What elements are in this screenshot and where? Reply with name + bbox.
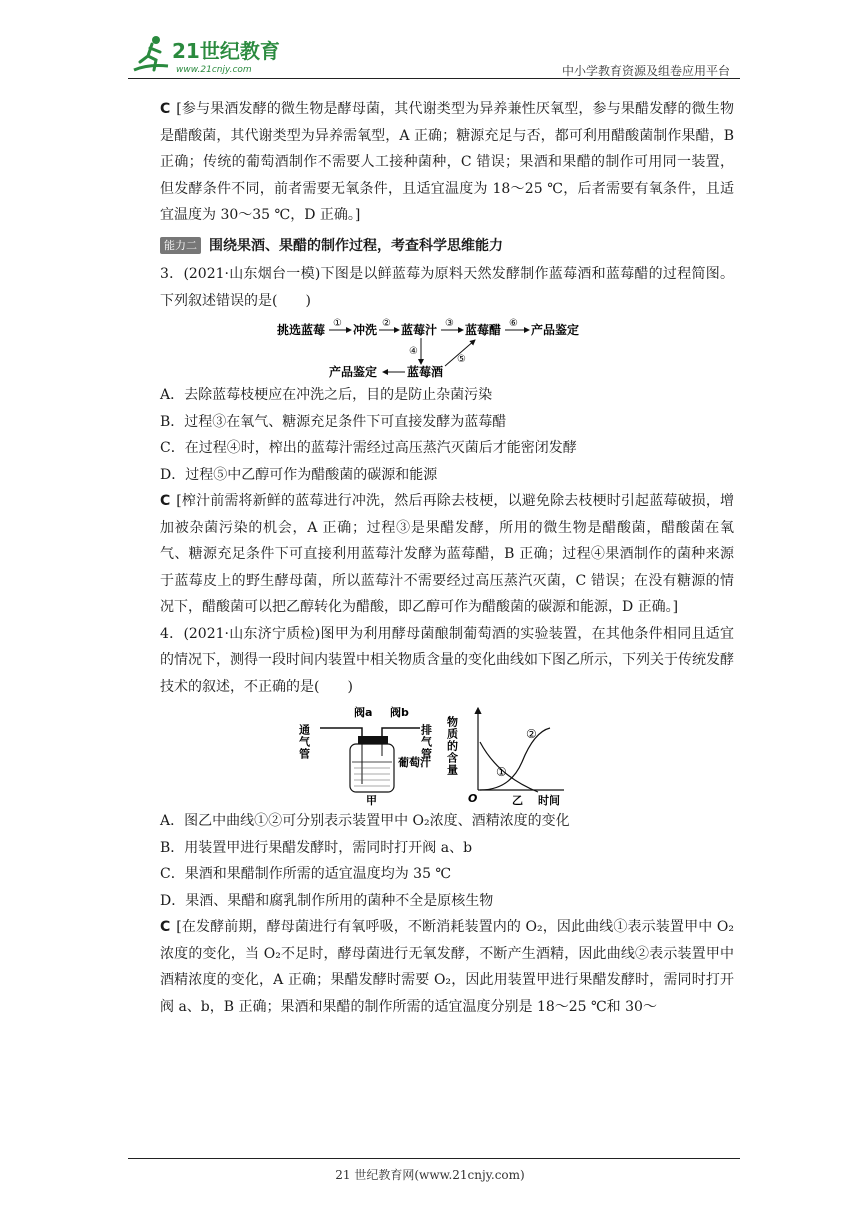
footer-divider xyxy=(128,1158,740,1159)
q4-answer xyxy=(160,914,734,1020)
logo-url-text: www.21cnjy.com xyxy=(176,65,252,75)
q3-answer-letter: C xyxy=(160,493,171,509)
section-heading xyxy=(160,233,734,260)
q4-xlabel: 时间 xyxy=(538,794,560,807)
q4-label-jia: 甲 xyxy=(366,794,377,807)
q4-answer-letter: C xyxy=(160,919,171,935)
q4-outlet-label: 排气管 xyxy=(419,724,433,760)
q4-origin: O xyxy=(468,792,478,805)
question-4-stem: 4．(2021·山东济宁质检)图甲为利用酵母菌酿制葡萄酒的实验装置，在其他条件相同且适宜的情况下，测得一段时间内装置中相关物质含量的变化曲线如下图乙所示，下列关于传统发酵技术的叙述，不正确的是( ) xyxy=(160,625,734,695)
previous-answer-text: [参与果酒发酵的微生物是酵母菌，其代谢类型为异养兼性厌氧型，参与果醋发酵的微生物是醋酸菌，其代谢类型为异养需氧型，A 正确；糖源充足与否，都可利用醋酸菌制作果醋，B 正确；传统的葡萄酒制作不需要人工接种菌种，C 错误；果酒和果醋的制作可用同一装置，但发酵条件不同，前者需要无氧条件，且适宜温度为 18～25 ℃，后者需要有氧条件，且适宜温度为 30～35 ℃，D 正确。] xyxy=(160,101,734,223)
q4-curve-1 xyxy=(480,742,538,792)
q4-option-b: B．用装置甲进行果醋发酵时，需同时打开阀 a、b xyxy=(160,839,473,856)
logo-text: 21世纪教育 xyxy=(172,39,280,63)
q4-option-d: D．果酒、果醋和腐乳制作所用的菌种不全是原核生物 xyxy=(160,892,494,909)
q4-inlet-label: 通气管 xyxy=(297,724,311,760)
q3-step-2: ② xyxy=(382,318,391,329)
question-3-stem: 3．(2021·山东烟台一模)下图是以鲜蓝莓为原料天然发酵制作蓝莓酒和蓝莓醋的过程简图。下列叙述错误的是( ) xyxy=(160,266,734,309)
q4-option-c: C．果酒和果醋制作所需的适宜温度均为 35 ℃ xyxy=(160,866,452,882)
page-footer: 21 世纪教育网(www.21cnjy.com) xyxy=(335,1168,525,1182)
q3-node-vinegar: 蓝莓醋 xyxy=(465,323,502,337)
q4-curve-2-label: ② xyxy=(526,727,537,741)
q3-step-5: ⑤ xyxy=(457,354,466,365)
previous-answer xyxy=(160,96,734,229)
section-title: 围绕果酒、果醋的制作过程，考查科学思维能力 xyxy=(209,237,503,254)
q3-option-d: D．过程⑤中乙醇可作为醋酸菌的碳源和能源 xyxy=(160,466,438,483)
q3-option-b: B．过程③在氧气、糖源充足条件下可直接发酵为蓝莓醋 xyxy=(160,413,507,430)
q3-step-3: ③ xyxy=(445,318,454,329)
q3-option-a: A．去除蓝莓枝梗应在冲洗之后，目的是防止杂菌污染 xyxy=(160,387,493,403)
logo-21cnjy xyxy=(128,30,298,78)
q4-valve-b: 阀b xyxy=(390,706,409,719)
q3-node-identify-1: 产品鉴定 xyxy=(531,323,580,337)
previous-answer-letter: C xyxy=(160,101,171,117)
header-divider xyxy=(128,78,740,79)
q3-option-c: C．在过程④时，榨出的蓝莓汁需经过高压蒸汽灭菌后才能密闭发酵 xyxy=(160,440,577,456)
section-tag: 能力二 xyxy=(160,237,201,254)
q3-answer-text: [榨汁前需将新鲜的蓝莓进行冲洗，然后再除去枝梗，以避免除去枝梗时引起蓝莓破损，增加被杂菌污染的机会，A 正确；过程③是果醋发酵，所用的微生物是醋酸菌，醋酸菌在氧气、糖源充足条件下可直接利用蓝莓汁发酵为蓝莓醋，B 正确；过程④果酒制作的菌种来源于蓝莓皮上的野生酵母菌，所以蓝莓汁不需要经过高压蒸汽灭菌，C 错误；在没有糖源的情况下，醋酸菌可以把乙醇转化为醋酸，即乙醇可作为醋酸菌的碳源和能源，D 正确。] xyxy=(160,493,734,615)
q4-answer-text: [在发酵前期，酵母菌进行有氧呼吸，不断消耗装置内的 O₂，因此曲线①表示装置甲中 O₂浓度的变化，当 O₂不足时，酵母菌进行无氧发酵，不断产生酒精，因此曲线②表示装置甲中酒精浓度的变化，A 正确；果醋发酵时需要 O₂，因此用装置甲进行果醋发酵时，需同时打开阀 a、b，B 正确；果酒和果醋的制作所需的适宜温度分别是 18～25 ℃和 30～ xyxy=(160,919,734,1015)
q3-flow-diagram xyxy=(277,316,617,380)
page-header xyxy=(128,30,740,78)
q3-node-rinse: 冲洗 xyxy=(353,323,378,337)
q3-answer xyxy=(160,488,734,621)
q4-ylabel: 物质的含量 xyxy=(445,716,459,776)
q3-node-juice: 蓝莓汁 xyxy=(401,323,438,337)
platform-name: 中小学教育资源及组卷应用平台 xyxy=(561,64,730,78)
q4-juice-label: 葡萄汁 xyxy=(398,756,431,769)
q4-valve-a: 阀a xyxy=(354,706,373,719)
q4-figure xyxy=(297,702,592,807)
q3-step-1: ① xyxy=(333,318,342,329)
q3-node-wine: 蓝莓酒 xyxy=(407,365,444,379)
page-content xyxy=(160,96,734,1020)
q4-option-a: A．图乙中曲线①②可分别表示装置甲中 O₂浓度、酒精浓度的变化 xyxy=(160,813,570,829)
q3-node-identify-2: 产品鉴定 xyxy=(329,365,378,379)
q3-step-4: ④ xyxy=(409,346,418,357)
q3-node-pick: 挑选蓝莓 xyxy=(277,323,326,337)
q4-curve-1-label: ① xyxy=(496,765,507,779)
q4-label-yi: 乙 xyxy=(512,794,523,807)
q3-step-6: ⑥ xyxy=(509,318,518,329)
